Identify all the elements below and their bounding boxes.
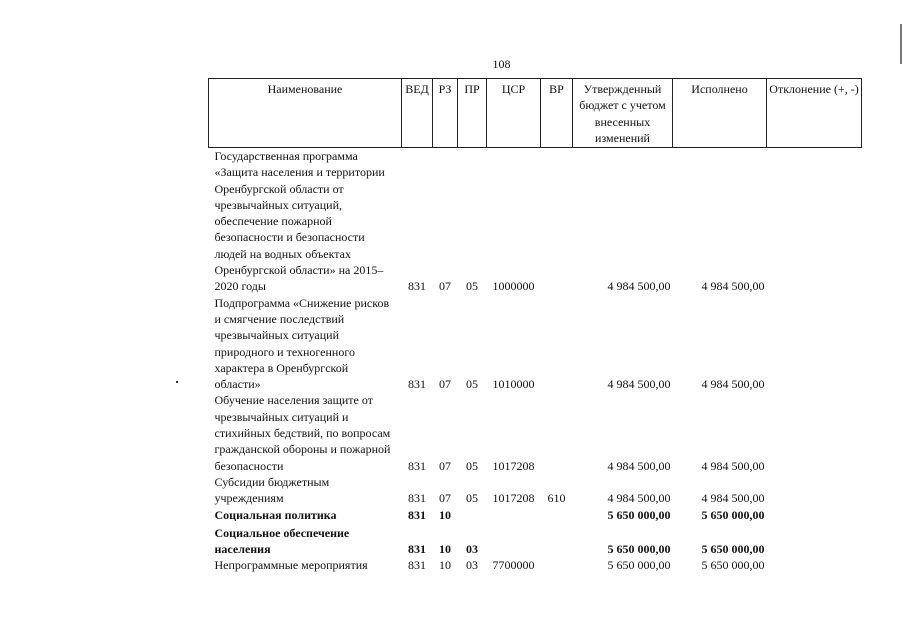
row-rz: 10 <box>439 542 451 557</box>
table-row <box>209 557 862 573</box>
header-pr: ПР <box>458 79 487 148</box>
row-approved: 4 984 500,00 <box>607 377 671 392</box>
row-ved: 831 <box>408 458 426 473</box>
header-executed: Исполнено <box>673 79 767 148</box>
row-approved: 4 984 500,00 <box>607 491 671 506</box>
row-csr <box>487 507 541 523</box>
header-rz: РЗ <box>433 79 458 148</box>
row-rz: 07 <box>439 279 451 294</box>
row-deviation <box>767 295 862 393</box>
row-csr: 1017208 <box>492 458 535 473</box>
row-executed: 5 650 000,00 <box>701 558 765 573</box>
row-rz: 10 <box>439 558 451 573</box>
row-pr: 03 <box>466 558 478 573</box>
row-executed: 4 984 500,00 <box>701 377 765 392</box>
row-name: Социальное обеспечение населения <box>214 525 350 557</box>
header-deviation: Отклонение (+, -) <box>767 79 862 148</box>
row-ved: 831 <box>408 377 426 392</box>
row-deviation <box>767 557 862 573</box>
row-vr <box>541 148 573 295</box>
row-ved: 831 <box>408 507 426 522</box>
row-approved: 5 650 000,00 <box>607 542 671 557</box>
table-body <box>209 148 862 574</box>
row-deviation <box>767 148 862 295</box>
row-rz: 07 <box>439 377 451 392</box>
row-pr: 05 <box>466 491 478 506</box>
row-vr <box>541 507 573 523</box>
row-name: Обучение населения защите от чрезвычайных ситуаций и стихийных бедствий, по вопросам гражданской обороны и пожарной безопасности <box>214 393 391 473</box>
budget-table <box>208 78 862 574</box>
row-name: Субсидии бюджетным учреждениям <box>214 474 330 506</box>
scan-edge-mark <box>900 24 902 64</box>
header-name: Наименование <box>209 79 402 148</box>
row-executed: 5 650 000,00 <box>701 542 765 557</box>
row-approved: 5 650 000,00 <box>607 558 671 573</box>
row-rz: 07 <box>439 491 451 506</box>
row-pr: 05 <box>466 377 478 392</box>
row-csr <box>487 523 541 558</box>
row-vr: 610 <box>547 491 566 506</box>
row-csr: 1017208 <box>492 491 535 506</box>
row-vr <box>541 295 573 393</box>
row-ved: 831 <box>408 491 426 506</box>
row-name: Подпрограмма «Снижение рисков и смягчение последствий чрезвычайных ситуаций природного и техногенного характера в Оренбургской области» <box>214 295 390 392</box>
row-deviation <box>767 523 862 558</box>
row-approved: 4 984 500,00 <box>607 458 671 473</box>
scan-speck <box>176 381 178 383</box>
row-vr <box>541 392 573 473</box>
header-ved: ВЕД <box>402 79 433 148</box>
row-pr: 05 <box>466 458 478 473</box>
row-name: Социальная политика <box>214 507 337 522</box>
table-row <box>209 474 862 507</box>
row-executed: 4 984 500,00 <box>701 491 765 506</box>
page-number: 108 <box>492 57 511 71</box>
row-vr <box>541 557 573 573</box>
row-name: Государственная программа «Защита населения и территории Оренбургской области от чрезвычайных ситуаций, обеспечение пожарной безопасности и безопасности людей на водных объектах Оренбургской области» на 2015–2020 годы <box>214 149 385 294</box>
row-pr <box>458 507 487 523</box>
table-row-section <box>209 507 862 523</box>
row-ved: 831 <box>408 279 426 294</box>
header-csr: ЦСР <box>487 79 541 148</box>
row-deviation <box>767 474 862 507</box>
row-ved: 831 <box>408 558 426 573</box>
row-csr: 1010000 <box>492 377 535 392</box>
row-pr: 05 <box>466 279 478 294</box>
row-vr <box>541 523 573 558</box>
header-vr: ВР <box>541 79 573 148</box>
row-deviation <box>767 507 862 523</box>
row-approved: 4 984 500,00 <box>607 279 671 294</box>
table-row <box>209 295 862 393</box>
row-rz: 07 <box>439 458 451 473</box>
row-csr: 7700000 <box>492 558 535 573</box>
row-deviation <box>767 392 862 473</box>
table-row <box>209 148 862 295</box>
table-header <box>209 79 862 148</box>
row-pr: 03 <box>466 542 478 557</box>
row-name: Непрограммные мероприятия <box>214 558 368 573</box>
row-ved: 831 <box>408 542 426 557</box>
table-row-section <box>209 523 862 558</box>
row-executed: 4 984 500,00 <box>701 458 765 473</box>
row-executed: 4 984 500,00 <box>701 279 765 294</box>
row-csr: 1000000 <box>492 279 535 294</box>
row-rz: 10 <box>439 507 451 522</box>
table-row <box>209 392 862 473</box>
row-executed: 5 650 000,00 <box>701 507 765 522</box>
row-approved: 5 650 000,00 <box>607 507 671 522</box>
header-approved: Утвержденный бюджет с учетом внесенных изменений <box>573 79 673 148</box>
